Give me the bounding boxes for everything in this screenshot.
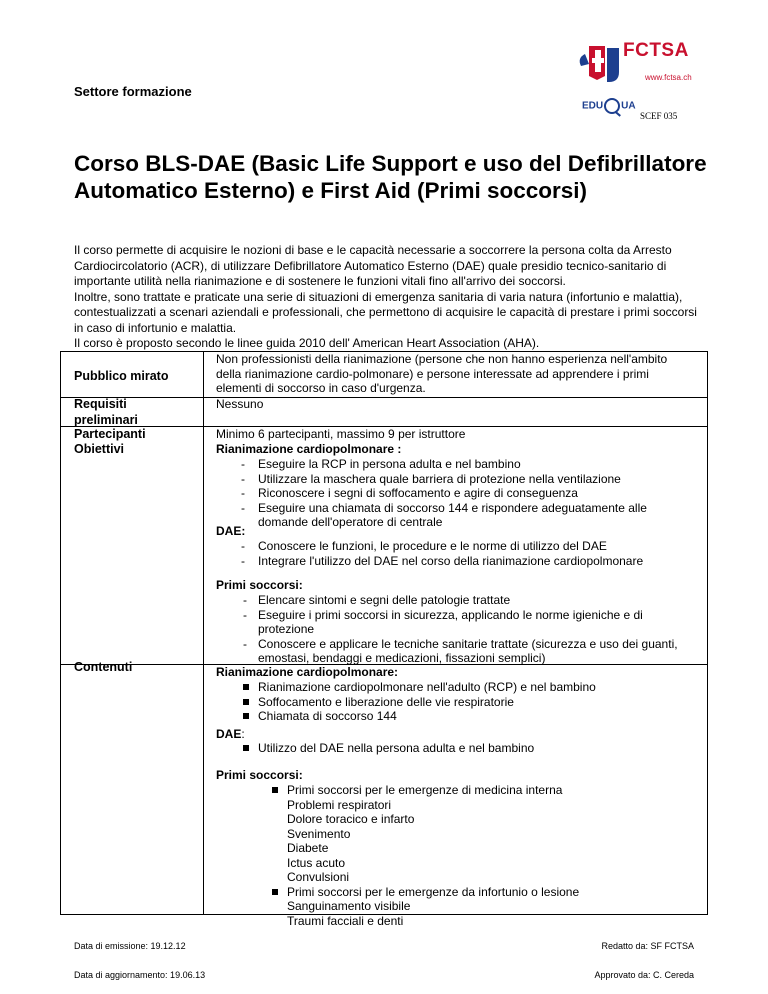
contenuti-ps-heading: Primi soccorsi: (216, 768, 303, 782)
obiettivi-rcp-list (216, 457, 696, 530)
intro-paragraph-2: Inoltre, sono trattate e praticate una serie di situazioni di emergenza sanitaria di varia natura (infortunio e malattia), contestualizzati a scenari aziendali e professionali, che permettono di acquisire le capacità di prestare i primi soccorsi in caso di infortunio e malattia. (74, 289, 697, 335)
label-obiettivi: Obiettivi (74, 442, 125, 456)
intro-paragraph-1: Il corso permette di acquisire le nozioni di base e le capacità necessarie a soccorrere la persona colta da Arresto Cardiocircolatorio (ACR), di utilizzare Defibrillatore Automatico Esterno (DAE) quale presidio tecnico-sanitario di importante utilità nella rianimazione e di sostenere le funzioni vitali fino all'arrivo dei soccorsi. (74, 243, 672, 288)
contenuti-dae-list (216, 741, 696, 756)
document-code: SCEF 035 (640, 111, 678, 121)
list-item: Svenimento (287, 826, 351, 841)
eduqua-q-icon (604, 98, 620, 114)
label-contenuti: Contenuti (74, 660, 133, 674)
list-item: Problemi respiratori (287, 797, 392, 812)
logo-url: www.fctsa.ch (645, 73, 692, 82)
list-item: - Riconoscere i segni di soffocamento e agire di conseguenza (241, 486, 578, 500)
list-item: - Integrare l'utilizzo del DAE nel corso della rianimazione cardiopolmonare (241, 553, 644, 568)
list-item: Soffocamento e liberazione delle vie respiratorie (216, 695, 696, 710)
value-requisiti: Nessuno (216, 397, 264, 411)
label-partecipanti: Partecipanti (74, 427, 146, 441)
list-item: Convulsioni (287, 870, 350, 884)
contenuti-ps-list (216, 783, 696, 928)
list-item: Chiamata di soccorso 144 (216, 709, 696, 724)
contenuti-dae-heading: DAE: (216, 727, 245, 741)
list-item: Ictus acuto (287, 855, 346, 870)
contenuti-rcp-list (216, 680, 696, 724)
footer-emission-date: Data di emissione: 19.12.12 (74, 941, 186, 951)
label-pubblico: Pubblico mirato (74, 369, 169, 383)
list-item: Diabete (287, 841, 329, 855)
footer-author: Redatto da: SF FCTSA (601, 941, 694, 951)
footer-approver: Approvato da: C. Cereda (594, 970, 694, 980)
eduqua-logo: EDU UA (582, 98, 636, 114)
obiettivi-dae-list (216, 539, 696, 568)
obiettivi-ps-heading: Primi soccorsi: (216, 578, 303, 592)
list-item: - Utilizzare la maschera quale barriera di protezione nella ventilazione (241, 471, 621, 486)
label-requisiti: Requisiti preliminari (74, 397, 138, 427)
obiettivi-ps-list (216, 593, 696, 666)
list-item: Sanguinamento visibile (287, 899, 411, 913)
sector-label: Settore formazione (74, 84, 192, 99)
footer-update-date: Data di aggiornamento: 19.06.13 (74, 970, 206, 980)
list-item: - Eseguire i primi soccorsi in sicurezza, applicando le norme igieniche e di protezione (243, 607, 643, 636)
list-item: Primi soccorsi per le emergenze di medicina interna (216, 783, 696, 798)
value-pubblico: Non professionisti della rianimazione (persone che non hanno esperienza nell'ambito della rianimazione cardio-polmonare) e persone interessate ad apprendere i primi elementi di soccorso in caso d'urgenza. (216, 352, 668, 395)
list-item: - Elencare sintomi e segni delle patologie trattate (243, 593, 511, 607)
page-title: Corso BLS-DAE (Basic Life Support e uso del Defibrillatore Automatico Esterno) e First Aid (Primi soccorsi) (74, 151, 707, 203)
list-item: Utilizzo del DAE nella persona adulta e nel bambino (216, 741, 696, 756)
value-partecipanti: Minimo 6 partecipanti, massimo 9 per istruttore (216, 427, 466, 441)
list-item: Dolore toracico e infarto (287, 812, 415, 826)
obiettivi-dae-heading: DAE: (216, 524, 246, 538)
contenuti-rcp-heading: Rianimazione cardiopolmonare: (216, 665, 399, 679)
intro-paragraph-3: Il corso è proposto secondo le linee guida 2010 dell' American Heart Association (AHA). (74, 336, 540, 350)
list-item: Rianimazione cardiopolmonare nell'adulto (RCP) e nel bambino (216, 680, 696, 695)
logo-text: FCTSA (623, 40, 689, 61)
table-column-divider (203, 351, 204, 915)
list-item: - Eseguire la RCP in persona adulta e nel bambino (241, 457, 521, 471)
list-item: - Conoscere e applicare le tecniche sanitarie trattate (sicurezza e uso dei guanti, emostasi, bendaggi e medicazioni, fissazioni semplici) (243, 636, 678, 665)
list-item: - Eseguire una chiamata di soccorso 144 e rispondere adeguatamente alle domande dell'operatore di centrale (241, 500, 647, 529)
list-item: Primi soccorsi per le emergenze da infortunio o lesione (216, 885, 696, 900)
intro-text (74, 243, 704, 352)
list-item: - Conoscere le funzioni, le procedure e le norme di utilizzo del DAE (241, 539, 607, 553)
obiettivi-rcp-heading: Rianimazione cardiopolmonare : (216, 442, 402, 456)
list-item: Traumi facciali e denti (287, 913, 404, 928)
